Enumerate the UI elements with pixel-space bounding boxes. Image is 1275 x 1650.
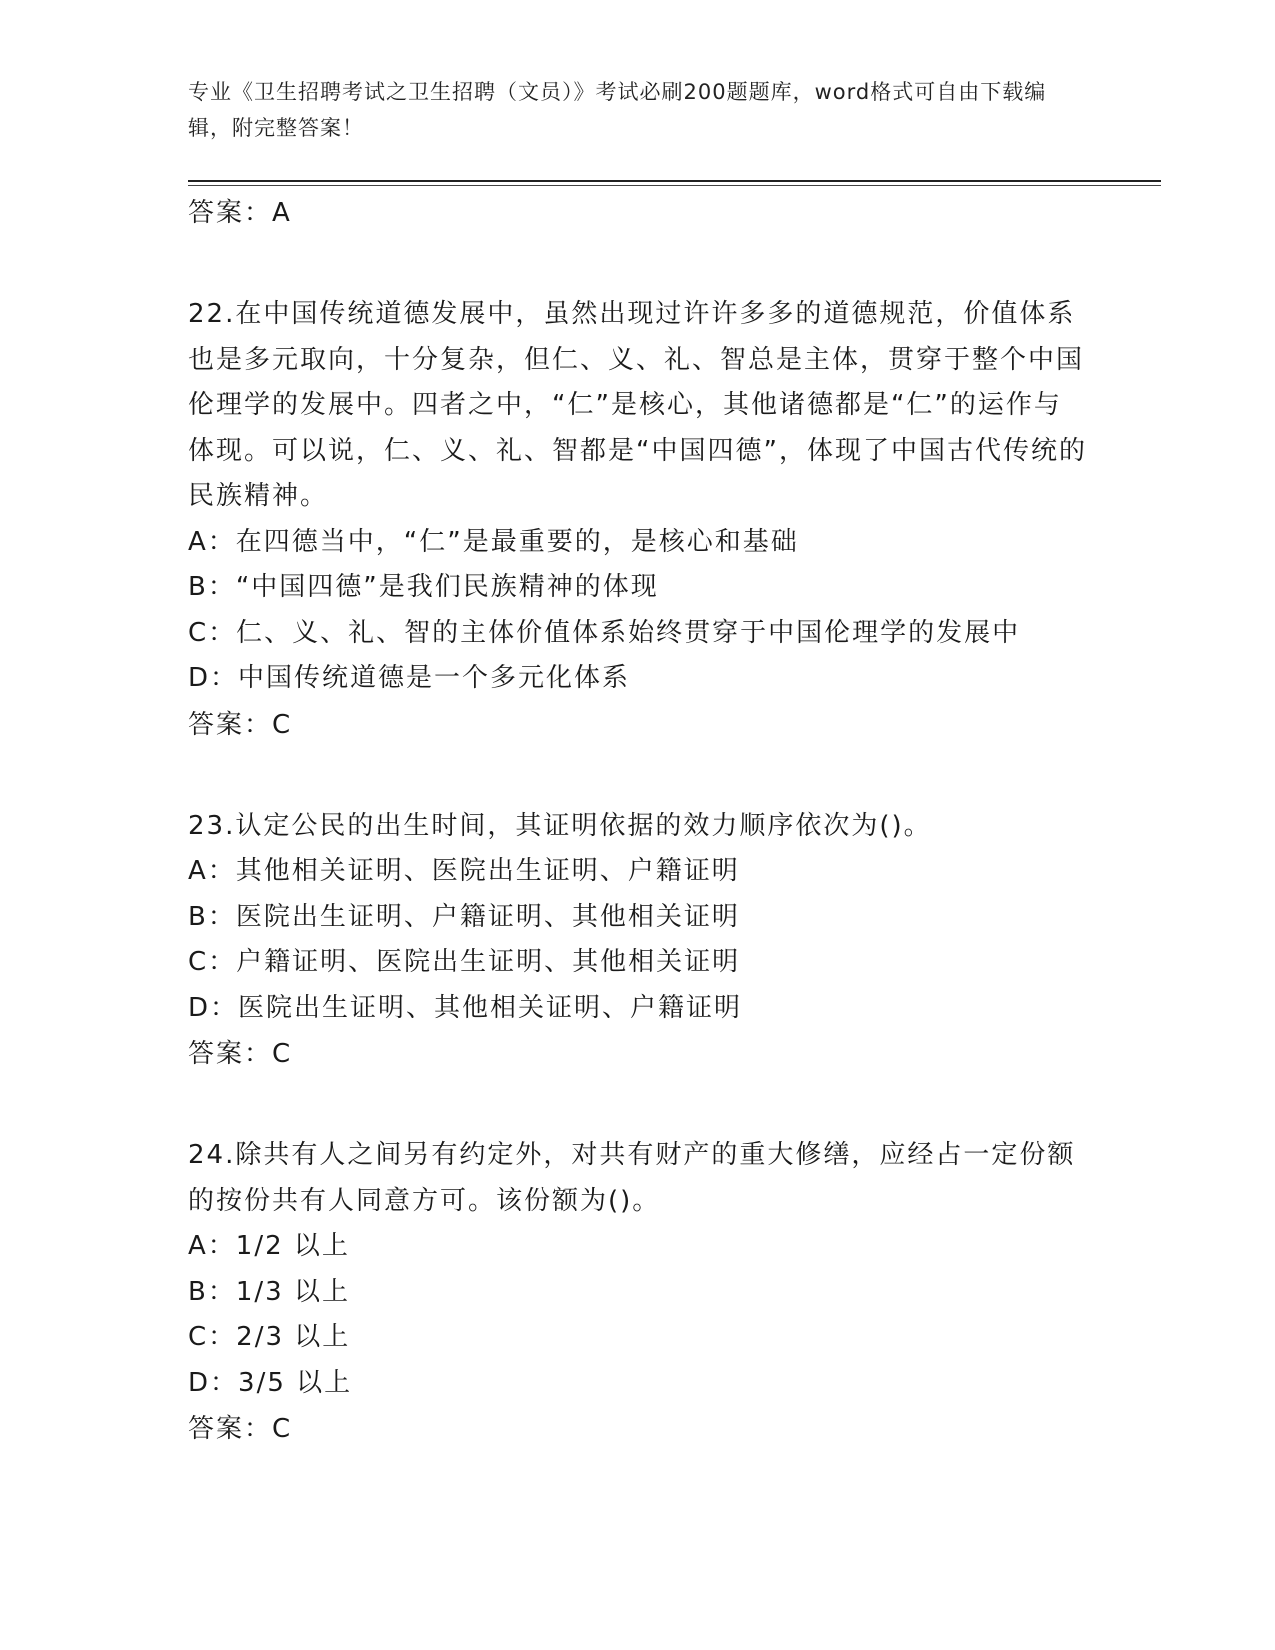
question-stem: 22.在中国传统道德发展中，虽然出现过许许多多的道德规范，价值体系也是多元取向，十分复杂，但仁、义、礼、智总是主体，贯穿于整个中国伦理学的发展中。四者之中，“仁”是核心，其他诸德都是“仁”的运作与体现。可以说，仁、义、礼、智都是“中国四德”，体现了中国古代传统的民族精神。 [188, 299, 1087, 511]
option-d: D：3/5 以上 [188, 1367, 353, 1398]
option-d: D：医院出生证明、其他相关证明、户籍证明 [188, 992, 743, 1023]
option-c: C：户籍证明、医院出生证明、其他相关证明 [188, 947, 741, 977]
header-divider-thin [188, 185, 1161, 186]
answer-line: 答案：C [188, 1414, 293, 1444]
header-divider [188, 180, 1161, 182]
option-c: C：2/3 以上 [188, 1322, 351, 1352]
question-23 [188, 804, 1088, 1078]
option-b: B：医院出生证明、户籍证明、其他相关证明 [188, 901, 740, 932]
document-body [188, 190, 1088, 1452]
option-b: B：“中国四德”是我们民族精神的体现 [188, 572, 659, 602]
document-header: 专业《卫生招聘考试之卫生招聘（文员）》考试必刷200题题库，word格式可自由下载编辑，附完整答案！ [188, 80, 1047, 140]
option-c: C：仁、义、礼、智的主体价值体系始终贯穿于中国伦理学的发展中 [188, 617, 1021, 648]
answer-line: 答案：C [188, 1039, 293, 1069]
option-a: A：在四德当中，“仁”是最重要的，是核心和基础 [188, 526, 799, 557]
option-d: D：中国传统道德是一个多元化体系 [188, 663, 631, 693]
option-b: B：1/3 以上 [188, 1276, 350, 1307]
answer-line: 答案：A [188, 198, 292, 228]
question-22 [188, 292, 1088, 748]
option-a: A：其他相关证明、医院出生证明、户籍证明 [188, 856, 740, 886]
option-a: A：1/2 以上 [188, 1231, 350, 1261]
question-stem: 24.除共有人之间另有约定外，对共有财产的重大修缮，应经占一定份额的按份共有人同意方可。该份额为()。 [188, 1140, 1076, 1216]
answer-line: 答案：C [188, 709, 293, 740]
question-stem: 23.认定公民的出生时间，其证明依据的效力顺序依次为()。 [188, 810, 932, 841]
question-24 [188, 1133, 1088, 1452]
